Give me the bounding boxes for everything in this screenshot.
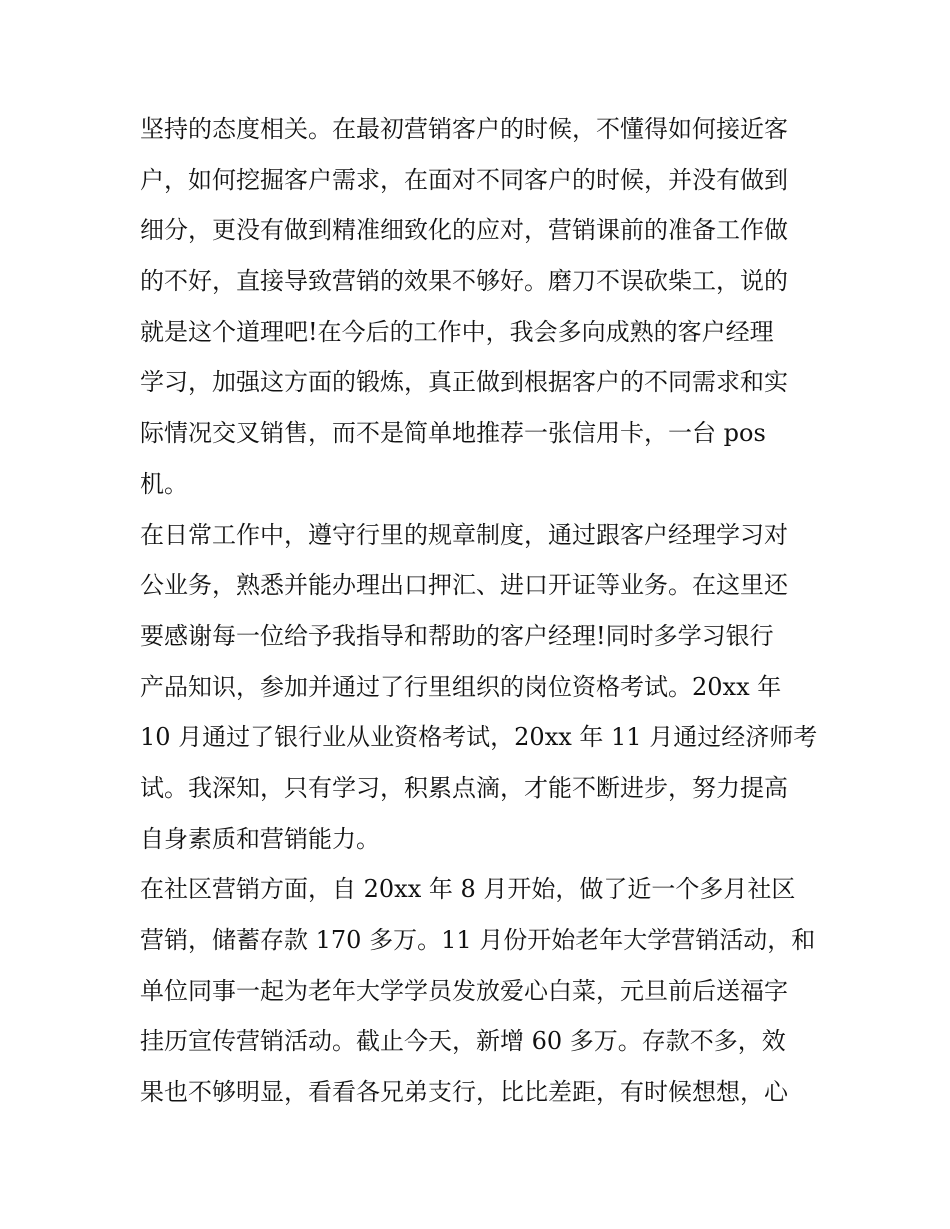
text-line: 户，如何挖掘客户需求，在面对不同客户的时候，并没有做到: [140, 165, 788, 194]
text-line: 坚持的态度相关。在最初营销客户的时候，不懂得如何接近客: [140, 115, 788, 143]
text-line: 要感谢每一位给予我指导和帮助的客户经理!同时多学习银行: [140, 621, 774, 650]
text-line: 际情况交叉销售，而不是简单地推荐一张信用卡，一台 pos: [140, 419, 766, 448]
text-line: 在日常工作中，遵守行里的规章制度，通过跟客户经理学习对: [140, 520, 788, 549]
text-line: 产品知识，参加并通过了行里组织的岗位资格考试。20xx 年: [140, 672, 782, 701]
text-line: 就是这个道理吧!在今后的工作中，我会多向成熟的客户经理: [140, 317, 774, 346]
text-line: 的不好，直接导致营销的效果不够好。磨刀不误砍柴工，说的: [140, 267, 788, 296]
text-line: 单位同事一起为老年大学学员发放爱心白菜，元旦前后送福字: [140, 976, 788, 1005]
text-line: 自身素质和营销能力。: [140, 824, 380, 853]
text-line: 果也不够明显，看看各兄弟支行，比比差距，有时候想想，心: [140, 1078, 788, 1107]
text-line: 试。我深知，只有学习，积累点滴，才能不断进步，努力提高: [140, 773, 788, 802]
text-line: 机。: [140, 469, 188, 498]
text-line: 学习，加强这方面的锻炼，真正做到根据客户的不同需求和实: [140, 368, 788, 397]
text-line: 在社区营销方面，自 20xx 年 8 月开始，做了近一个多月社区: [140, 875, 796, 904]
document-body: [140, 104, 820, 1118]
text-line: 挂历宣传营销活动。截止今天，新增 60 多万。存款不多，效: [140, 1027, 786, 1056]
text-line: 营销，储蓄存款 170 多万。11 月份开始老年大学营销活动，和: [140, 926, 816, 954]
text-line: 公业务，熟悉并能办理出口押汇、进口开证等业务。在这里还: [140, 571, 788, 600]
text-line: 细分，更没有做到精准细致化的应对，营销课前的准备工作做: [140, 216, 788, 245]
text-line: 10 月通过了银行业从业资格考试，20xx 年 11 月通过经济师考: [140, 723, 818, 752]
